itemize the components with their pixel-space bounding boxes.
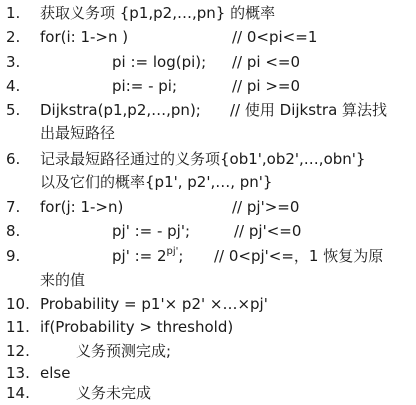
line-number: 12. (6, 342, 30, 360)
line-number: 2. (6, 28, 21, 46)
line-code: pj' := - pj'; (112, 222, 191, 240)
line-comment: // 0<pj'<=，1 恢复为原 (214, 247, 384, 265)
line-text: Probability = p1'× p2' ×…×pj' (40, 295, 268, 313)
line-number: 13. (6, 364, 30, 382)
line-text: else (40, 364, 71, 382)
line-number: 6. (6, 150, 21, 168)
line-text: 义务预测完成; (76, 342, 172, 360)
line-text: 获取义务项 {p1,p2,…,pn} 的概率 (40, 4, 276, 22)
line-text: 记录最短路径通过的义务项{ob1',ob2',…,obn'} (40, 150, 366, 168)
line-code: pi := log(pi); (112, 53, 207, 71)
line-number: 3. (6, 53, 21, 71)
line-text: 义务未完成 (76, 384, 152, 402)
line-text: 来的值 (40, 271, 86, 289)
line-text: 出最短路径 (40, 124, 116, 142)
line-number: 4. (6, 77, 21, 95)
line-code (112, 245, 183, 267)
line-number: 10. (6, 295, 30, 313)
line-text: 以及它们的概率{p1', p2',…, pn'} (40, 173, 273, 191)
line-number: 9. (6, 247, 21, 265)
line-number: 1. (6, 4, 21, 22)
line-number: 14. (6, 384, 30, 402)
code-end: ; (178, 247, 184, 265)
line-code: for(j: 1->n) (40, 198, 124, 216)
code-exponent: pj' (166, 246, 179, 257)
line-comment: // 0<pi<=1 (232, 28, 318, 46)
line-comment: // pi <=0 (232, 53, 301, 71)
line-comment: // pj'>=0 (232, 198, 300, 216)
line-comment: // pj'<=0 (234, 222, 302, 240)
code-base: pj' := 2 (112, 247, 167, 265)
line-number: 11. (6, 318, 30, 336)
line-number: 5. (6, 101, 21, 119)
line-code: for(i: 1->n ) (40, 28, 129, 46)
line-comment: // 使用 Dijkstra 算法找 (230, 101, 388, 119)
line-code: Dijkstra(p1,p2,…,pn); (40, 101, 201, 119)
line-number: 7. (6, 198, 21, 216)
line-code: pi:= - pi; (112, 77, 178, 95)
line-number: 8. (6, 222, 21, 240)
line-comment: // pi >=0 (232, 77, 301, 95)
line-text: if(Probability > threshold) (40, 318, 234, 336)
